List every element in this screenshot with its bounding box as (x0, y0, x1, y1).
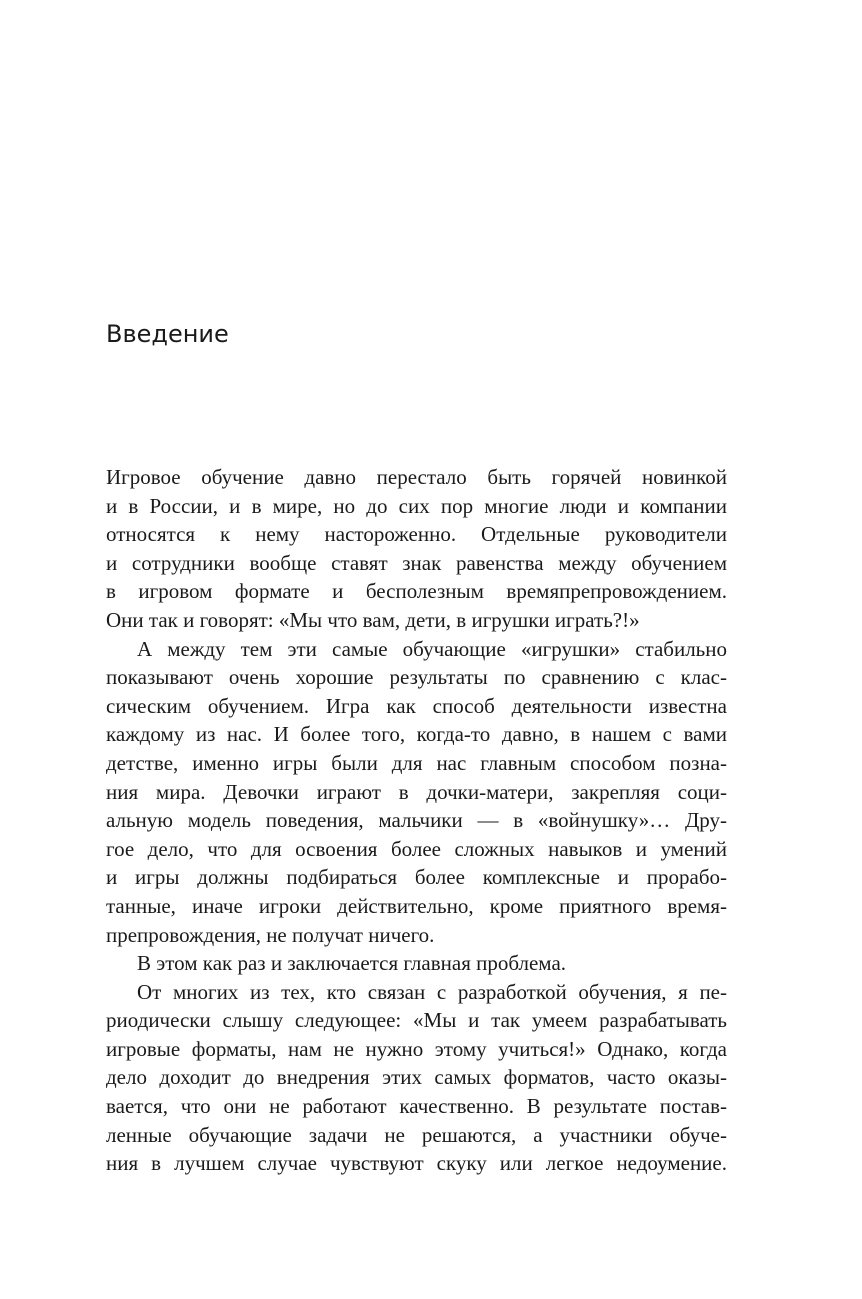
text-line: альную модель поведения, мальчики — в «войнушку»… Дру- (106, 808, 727, 833)
text-line: каждому из нас. И более того, когда-то давно, в нашем с вами (106, 722, 727, 747)
text-line: риодически слышу следующее: «Мы и так умеем разрабатывать (106, 1008, 727, 1033)
text-line: и игры должны подбираться более комплексные и прорабо- (106, 865, 727, 890)
text-line: гое дело, что для освоения более сложных навыков и умений (106, 836, 727, 861)
text-line: игровые форматы, нам не нужно этому учиться!» Однако, когда (106, 1036, 727, 1061)
text-line: сическим обучением. Игра как способ деятельности известна (106, 693, 727, 718)
text-line: показывают очень хорошие результаты по сравнению с клас- (106, 665, 727, 690)
chapter-title: Введение (106, 320, 229, 348)
text-line: ленные обучающие задачи не решаются, а участники обуче- (106, 1122, 727, 1147)
text-line: препровождения, не получат ничего. (106, 922, 435, 947)
text-line: дело доходит до внедрения этих самых форматов, часто оказы- (106, 1065, 727, 1090)
text-line: и в России, и в мире, но до сих пор многие люди и компании (106, 493, 727, 518)
text-line: ния мира. Девочки играют в дочки-матери, закрепляя соци- (106, 779, 727, 804)
text-line: в игровом формате и бесполезным времяпрепровождением. (106, 579, 727, 604)
text-line: вается, что они не работают качественно. В результате постав- (106, 1094, 727, 1119)
text-line: танные, иначе игроки действительно, кроме приятного время- (106, 893, 727, 918)
text-line: ния в лучшем случае чувствуют скуку или легкое недоумение. (106, 1151, 727, 1176)
text-line: относятся к нему настороженно. Отдельные руководители (106, 522, 727, 547)
text-line: В этом как раз и заключается главная проблема. (137, 951, 567, 976)
text-line: От многих из тех, кто связан с разработкой обучения, я пе- (137, 979, 727, 1004)
text-line: и сотрудники вообще ставят знак равенства между обучением (106, 550, 727, 575)
body-text (106, 463, 727, 1178)
text-line: А между тем эти самые обучающие «игрушки» стабильно (137, 636, 727, 661)
text-line: Они так и говорят: «Мы что вам, дети, в игрушки играть?!» (106, 607, 640, 632)
text-line: детстве, именно игры были для нас главным способом позна- (106, 750, 727, 775)
text-line: Игровое обучение давно перестало быть горячей новинкой (106, 465, 727, 489)
